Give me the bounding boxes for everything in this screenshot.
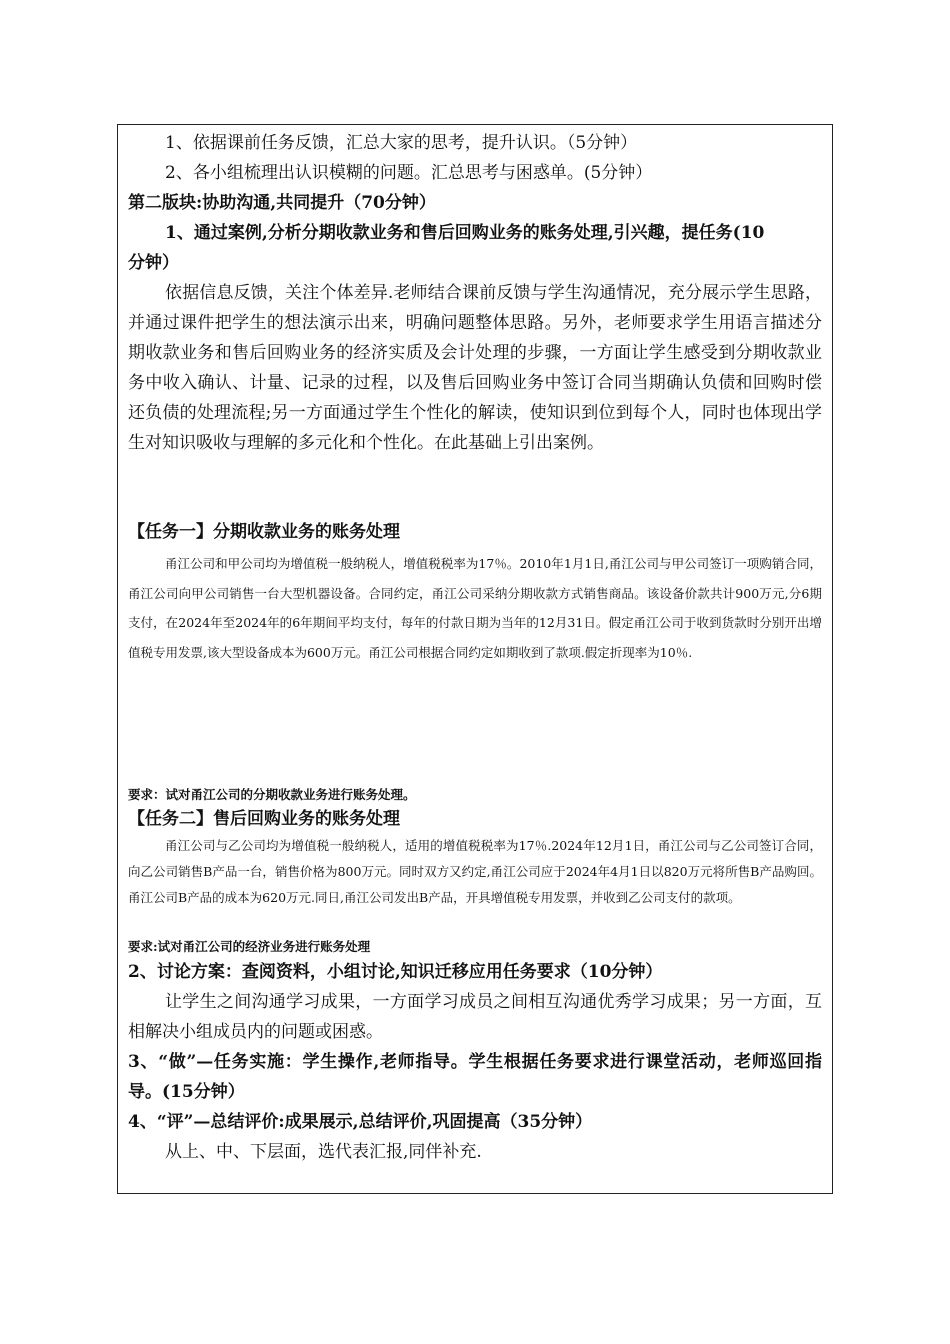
task1-heading: 【任务一】分期收款业务的账务处理 — [128, 522, 400, 542]
task2-case: 甬江公司与乙公司均为增值税一般纳税人，适用的增值税税率为17％.2024年12月1日，甬江公司与乙公司签订合同，向乙公司销售B产品一台，销售价格为800万元。同时双方又约定,甬江公司应于2024年4月1日以820万元将所售B产品购回。甬江公司B产品的成本为620万元.同日,甬江公司发出B产品，开具增值税专用发票，并收到乙公司支付的款项。 — [128, 838, 822, 905]
step1-heading-line2: 分钟） — [128, 253, 179, 273]
section2-paragraph: 依据信息反馈，关注个体差异.老师结合课前反馈与学生沟通情况，充分展示学生思路，并通过课件把学生的想法演示出来，明确问题整体思路。另外，老师要求学生用语言描述分期收款业务和售后回购业务的经济实质及会计处理的步骤，一方面让学生感受到分期收款业务中收入确认、计量、记录的过程，以及售后回购业务中签订合同当期确认负债和回购时偿还负债的处理流程;另一方面通过学生个性化的解读，使知识到位到每个人，同时也体现出学生对知识吸收与理解的多元化和个性化。在此基础上引出案例。 — [128, 283, 822, 453]
step4-paragraph: 从上、中、下层面，选代表汇报,同伴补充. — [165, 1142, 482, 1162]
task1-requirement: 要求：试对甬江公司的分期收款业务进行账务处理。 — [128, 787, 416, 802]
step2-heading: 2、讨论方案：查阅资料，小组讨论,知识迁移应用任务要求（10分钟） — [128, 962, 663, 982]
section2-heading: 第二版块:协助沟通,共同提升（70分钟） — [128, 193, 436, 213]
step4-heading: 4、“评”—总结评价:成果展示,总结评价,巩固提高（35分钟） — [128, 1112, 593, 1132]
lesson-plan-table-cell — [117, 124, 833, 1194]
section1-line1: 1、依据课前任务反馈，汇总大家的思考，提升认识。（5分钟） — [165, 133, 638, 153]
step3-text: 3、“做”—任务实施：学生操作,老师指导。学生根据任务要求进行课堂活动，老师巡回指导。(15分钟） — [128, 1052, 822, 1102]
section1-line2: 2、各小组梳理出认识模糊的问题。汇总思考与困惑单。(5分钟） — [165, 163, 653, 183]
task2-heading: 【任务二】售后回购业务的账务处理 — [128, 809, 400, 829]
task1-case: 甬江公司和甲公司均为增值税一般纳税人，增值税税率为17％。2010年1月1日,甬江公司与甲公司签订一项购销合同，甬江公司向甲公司销售一台大型机器设备。合同约定，甬江公司采纳分期收款方式销售商品。该设备价款共计900万元,分6期支付，在2024年至2024年的6年期间平均支付，每年的付款日期为当年的12月31日。假定甬江公司于收到货款时分别开出增值税专用发票,该大型设备成本为600万元。甬江公司根据合同约定如期收到了款项.假定折现率为10％. — [128, 556, 822, 660]
step2-paragraph: 让学生之间沟通学习成果，一方面学习成员之间相互沟通优秀学习成果；另一方面，互相解决小组成员内的问题或困惑。 — [128, 992, 822, 1042]
cell-content — [128, 128, 822, 1167]
step1-heading-line1: 1、通过案例,分析分期收款业务和售后回购业务的账务处理,引兴趣，提任务(10 — [165, 223, 765, 243]
task2-requirement: 要求:试对甬江公司的经济业务进行账务处理 — [128, 939, 371, 954]
